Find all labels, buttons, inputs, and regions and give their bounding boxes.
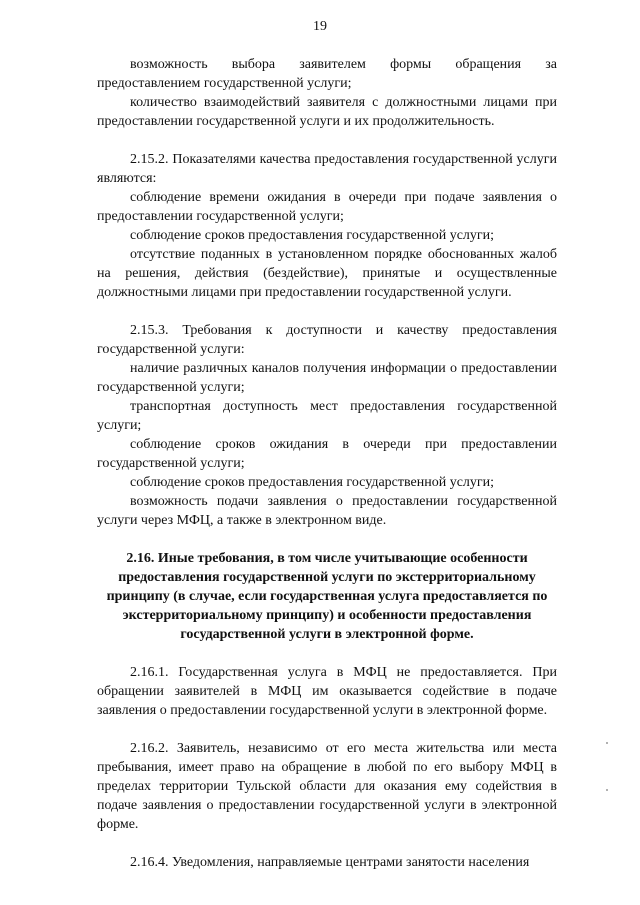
page-number: 19 (313, 19, 327, 34)
paragraph: соблюдение времени ожидания в очереди при подаче заявления о предоставлении государственной услуги; (97, 190, 557, 224)
paragraph-spacer (97, 530, 557, 549)
section-heading-2-16: 2.16. Иные требования, в том числе учитывающие особенности предоставления государственной услуги по экстерриториальному принципу (в случае, если государственная услуга предоставляется по экстерриториальному принципу) и особенности предоставления государственной услуги в электронной форме. (106, 551, 548, 642)
paragraph: отсутствие поданных в установленном порядке обоснованных жалоб на решения, действия (бездействие), принятые и осуществленные должностными лицами при предоставлении государственной услуги. (97, 247, 557, 300)
section-2-15-2: 2.15.2. Показателями качества предоставления государственной услуги являются: (97, 152, 557, 186)
paragraph: возможность подачи заявления о предоставлении государственной услуги через МФЦ, а также в электронном виде. (97, 494, 557, 528)
section-2-16-1: 2.16.1. Государственная услуга в МФЦ не предоставляется. При обращении заявителей в МФЦ им оказывается содействие в подаче заявления о предоставлении государственной услуги в электронной форме. (97, 665, 557, 718)
paragraph: количество взаимодействий заявителя с должностными лицами при предоставлении государственной услуги и их продолжительность. (97, 95, 557, 129)
section-2-16-4: 2.16.4. Уведомления, направляемые центрами занятости населения (130, 855, 530, 870)
paragraph-spacer (97, 644, 557, 663)
paragraph: возможность выбора заявителем формы обращения за предоставлением государственной услуги; (97, 57, 557, 91)
paragraph-spacer (97, 302, 557, 321)
section-2-15-3: 2.15.3. Требования к доступности и качеству предоставления государственной услуги: (97, 323, 557, 357)
margin-mark (606, 789, 608, 791)
paragraph: соблюдение сроков ожидания в очереди при предоставлении государственной услуги; (97, 437, 557, 471)
margin-mark (606, 742, 608, 744)
paragraph: транспортная доступность мест предоставления государственной услуги; (97, 399, 557, 433)
paragraph-spacer (97, 720, 557, 739)
document-body (97, 55, 557, 872)
paragraph: наличие различных каналов получения информации о предоставлении государственной услуги; (97, 361, 557, 395)
section-2-16-2: 2.16.2. Заявитель, независимо от его места жительства или места пребывания, имеет право на обращение в любой по его выбору МФЦ в пределах территории Тульской области для оказания ему содействия в подаче заявления о предоставлении государственной услуги в электронной форме. (97, 741, 557, 832)
paragraph: соблюдение сроков предоставления государственной услуги; (130, 475, 495, 490)
paragraph-spacer (97, 834, 557, 853)
paragraph: соблюдение сроков предоставления государственной услуги; (130, 228, 495, 243)
paragraph-spacer (97, 131, 557, 150)
